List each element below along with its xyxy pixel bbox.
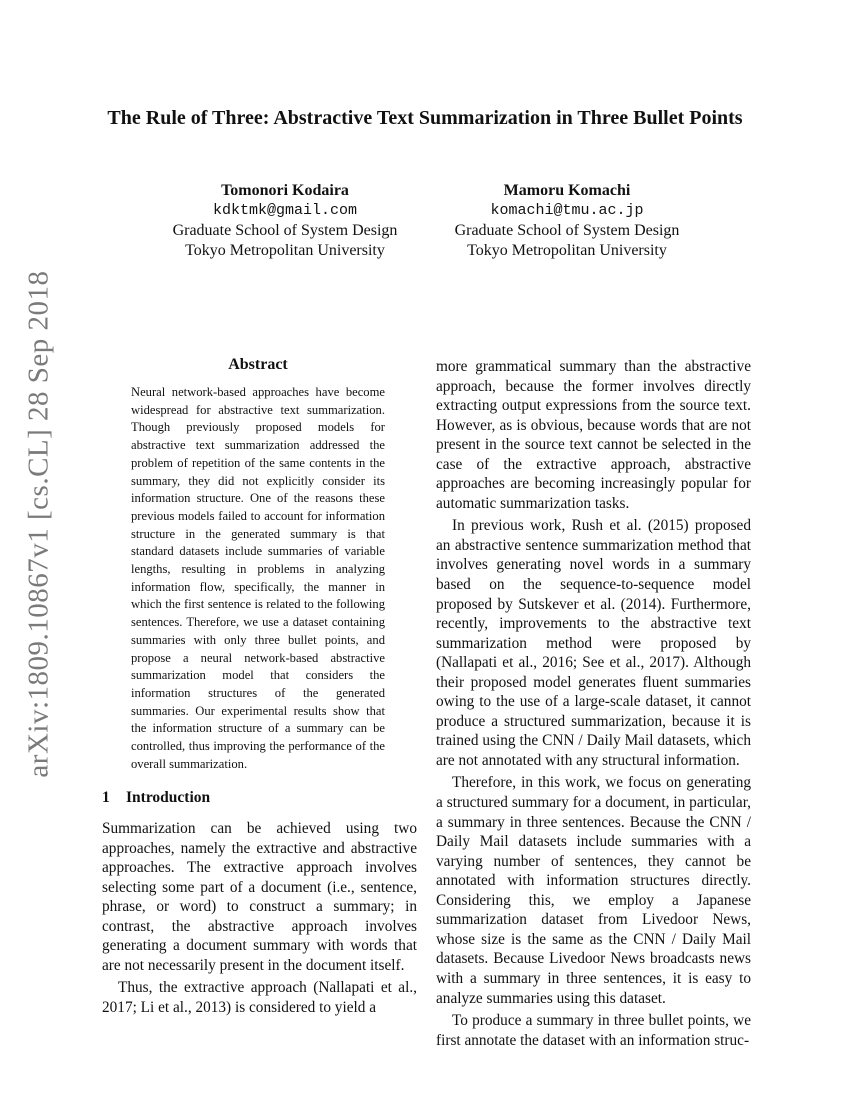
paragraph: more grammatical summary than the abstractive approach, because the former involves directly extracting output expressions from the source text. However, as is obvious, because words that are not present in the source text cannot be selected in the case of the extractive approach, abstractive approaches are becoming increasingly popular for automatic summarization tasks. bbox=[436, 358, 751, 512]
author-block-1 bbox=[140, 181, 430, 261]
author-name: Tomonori Kodaira bbox=[221, 182, 349, 199]
author-institution: Tokyo Metropolitan University bbox=[185, 242, 385, 259]
author-institution: Tokyo Metropolitan University bbox=[467, 242, 667, 259]
section-heading bbox=[102, 788, 417, 808]
paragraph: In previous work, Rush et al. (2015) proposed an abstractive sentence summarization method that involves generating novel words in a summary based on the sequence-to-sequence model proposed by Sutskever et al. (2014). Furthermore, recently, improvements to the abstractive text summarization method were proposed by (Nallapati et al., 2016; See et al., 2017). Although their proposed model generates fluent summaries owing to the use of a large-scale dataset, it cannot produce a structured summarization, because it is trained using the CNN / Daily Mail datasets, which are not annotated with any structural information. bbox=[436, 517, 751, 769]
section-number: 1 bbox=[102, 789, 110, 806]
arxiv-identifier-text: arXiv:1809.10867v1 [cs.CL] 28 Sep 2018 bbox=[22, 270, 55, 778]
abstract-heading: Abstract bbox=[228, 356, 288, 373]
author-email: komachi@tmu.ac.jp bbox=[490, 202, 644, 219]
right-column bbox=[436, 357, 751, 1050]
author-name: Mamoru Komachi bbox=[503, 182, 631, 199]
left-column bbox=[102, 819, 417, 1017]
paper-title: The Rule of Three: Abstractive Text Summarization in Three Bullet Points bbox=[107, 107, 743, 129]
author-affiliation: Graduate School of System Design bbox=[454, 222, 680, 239]
author-block-2 bbox=[422, 181, 712, 261]
paragraph: Thus, the extractive approach (Nallapati et al., 2017; Li et al., 2013) is considered to yield a bbox=[102, 979, 417, 1016]
paragraph: To produce a summary in three bullet points, we first annotate the dataset with an information struc- bbox=[436, 1012, 751, 1049]
author-affiliation: Graduate School of System Design bbox=[172, 222, 398, 239]
paragraph: Therefore, in this work, we focus on generating a structured summary for a document, in particular, a summary in three sentences. Because the CNN / Daily Mail datasets include summaries with a varying number of sentences, they cannot be annotated with information structures directly. Considering this, we employ a Japanese summarization dataset from Livedoor News, whose size is the same as the CNN / Daily Mail datasets. Because Livedoor News broadcasts news with a summary in three sentences, it is easy to analyze summaries using this dataset. bbox=[436, 774, 751, 1007]
paragraph: Summarization can be achieved using two approaches, namely the extractive and abstractive approaches. The extractive approach involves selecting some part of a document (i.e., sentence, phrase, or word) to construct a summary; in contrast, the abstractive approach involves generating a document summary with words that are not necessarily present in the document itself. bbox=[102, 820, 417, 974]
author-email: kdktmk@gmail.com bbox=[212, 202, 358, 219]
section-title: Introduction bbox=[126, 789, 211, 806]
abstract-text: Neural network-based approaches have become widespread for abstractive text summarization. Though previously proposed models for abstractive text summarization addressed the problem of repetition of the same contents in the summary, they did not explicitly consider its information structure. One of the reasons these previous models failed to account for information structure in the generated summary is that standard datasets include summaries of variable lengths, resulting in problems in analyzing information flow, specifically, the manner in which the first sentence is related to the following sentences. Therefore, we use a dataset containing summaries with only three bullet points, and propose a neural network-based abstractive summarization model that considers the information structures of the generated summaries. Our experimental results show that the information structure of a summary can be controlled, thus improving the performance of the overall summarization. bbox=[131, 385, 385, 771]
